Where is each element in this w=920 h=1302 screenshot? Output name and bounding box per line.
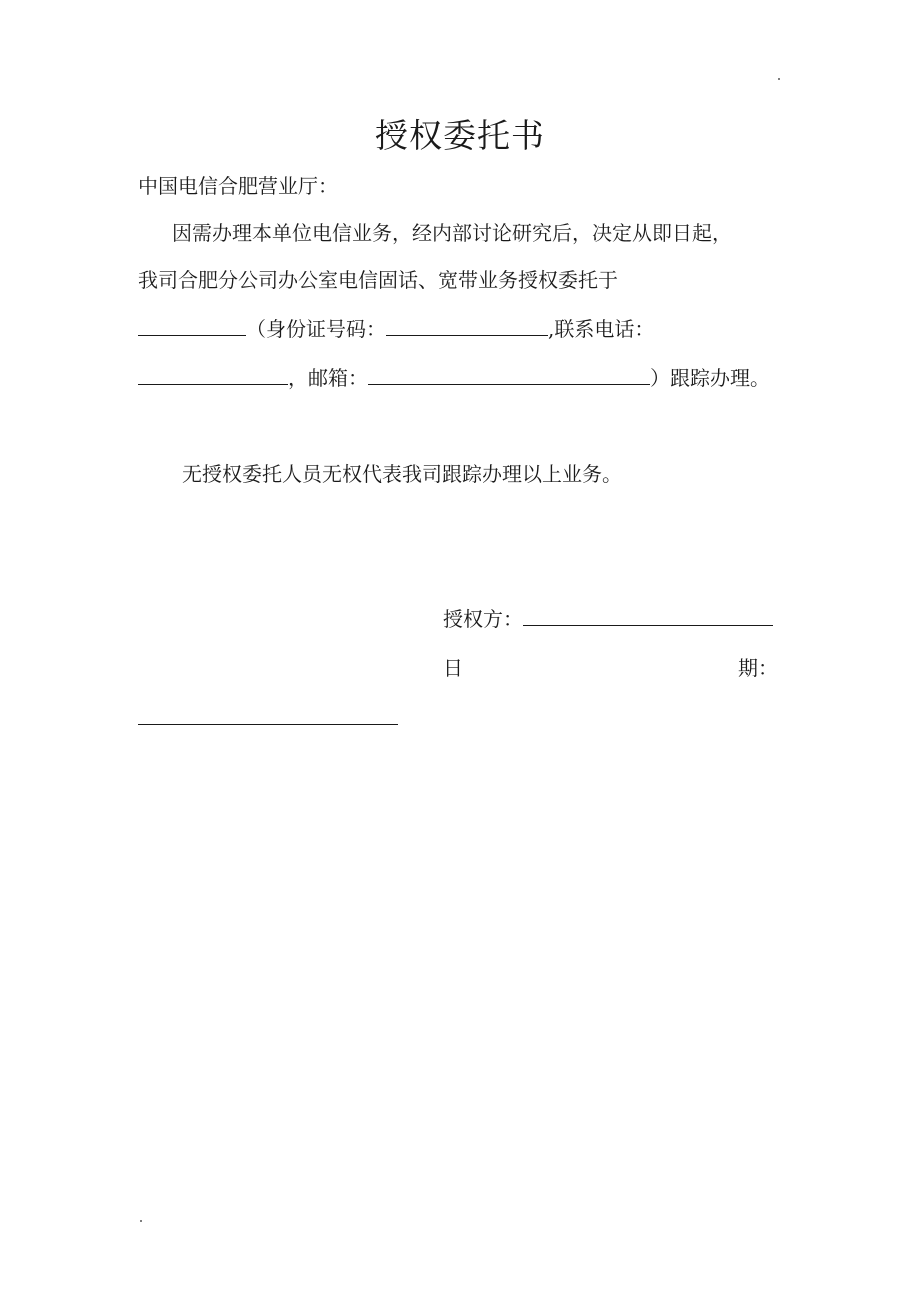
delegate-name-blank[interactable] bbox=[138, 317, 246, 336]
addressee: 中国电信合肥营业厅： bbox=[138, 174, 338, 198]
email-label: ，邮箱： bbox=[288, 366, 368, 390]
paragraph-line-3 bbox=[138, 315, 654, 343]
notice-text: 无授权委托人员无权代表我司跟踪办理以上业务。 bbox=[182, 462, 622, 486]
email-blank[interactable] bbox=[368, 366, 650, 385]
authorizer-label: 授权方： bbox=[443, 607, 523, 631]
paragraph-line-2: 我司合肥分公司办公室电信固话、宽带业务授权委托于 bbox=[138, 268, 618, 292]
id-number-label: （身份证号码： bbox=[246, 317, 386, 341]
phone-blank[interactable] bbox=[138, 366, 288, 385]
authorizer-blank[interactable] bbox=[523, 607, 773, 626]
closing-text: ）跟踪办理。 bbox=[650, 366, 770, 390]
date-label-left: 日 bbox=[443, 656, 463, 680]
id-number-blank[interactable] bbox=[386, 317, 548, 336]
phone-label: ,联系电话： bbox=[548, 317, 655, 341]
document-title: 授权委托书 bbox=[375, 116, 545, 155]
paragraph-line-4 bbox=[138, 364, 770, 392]
paragraph-line-1: 因需办理本单位电信业务，经内部讨论研究后，决定从即日起， bbox=[172, 221, 732, 245]
date-blank[interactable] bbox=[138, 724, 398, 725]
page-mark-bottom bbox=[140, 1220, 142, 1222]
page-mark-top bbox=[778, 78, 780, 80]
authorizer-row bbox=[443, 605, 773, 633]
date-label-right: 期： bbox=[738, 656, 778, 680]
